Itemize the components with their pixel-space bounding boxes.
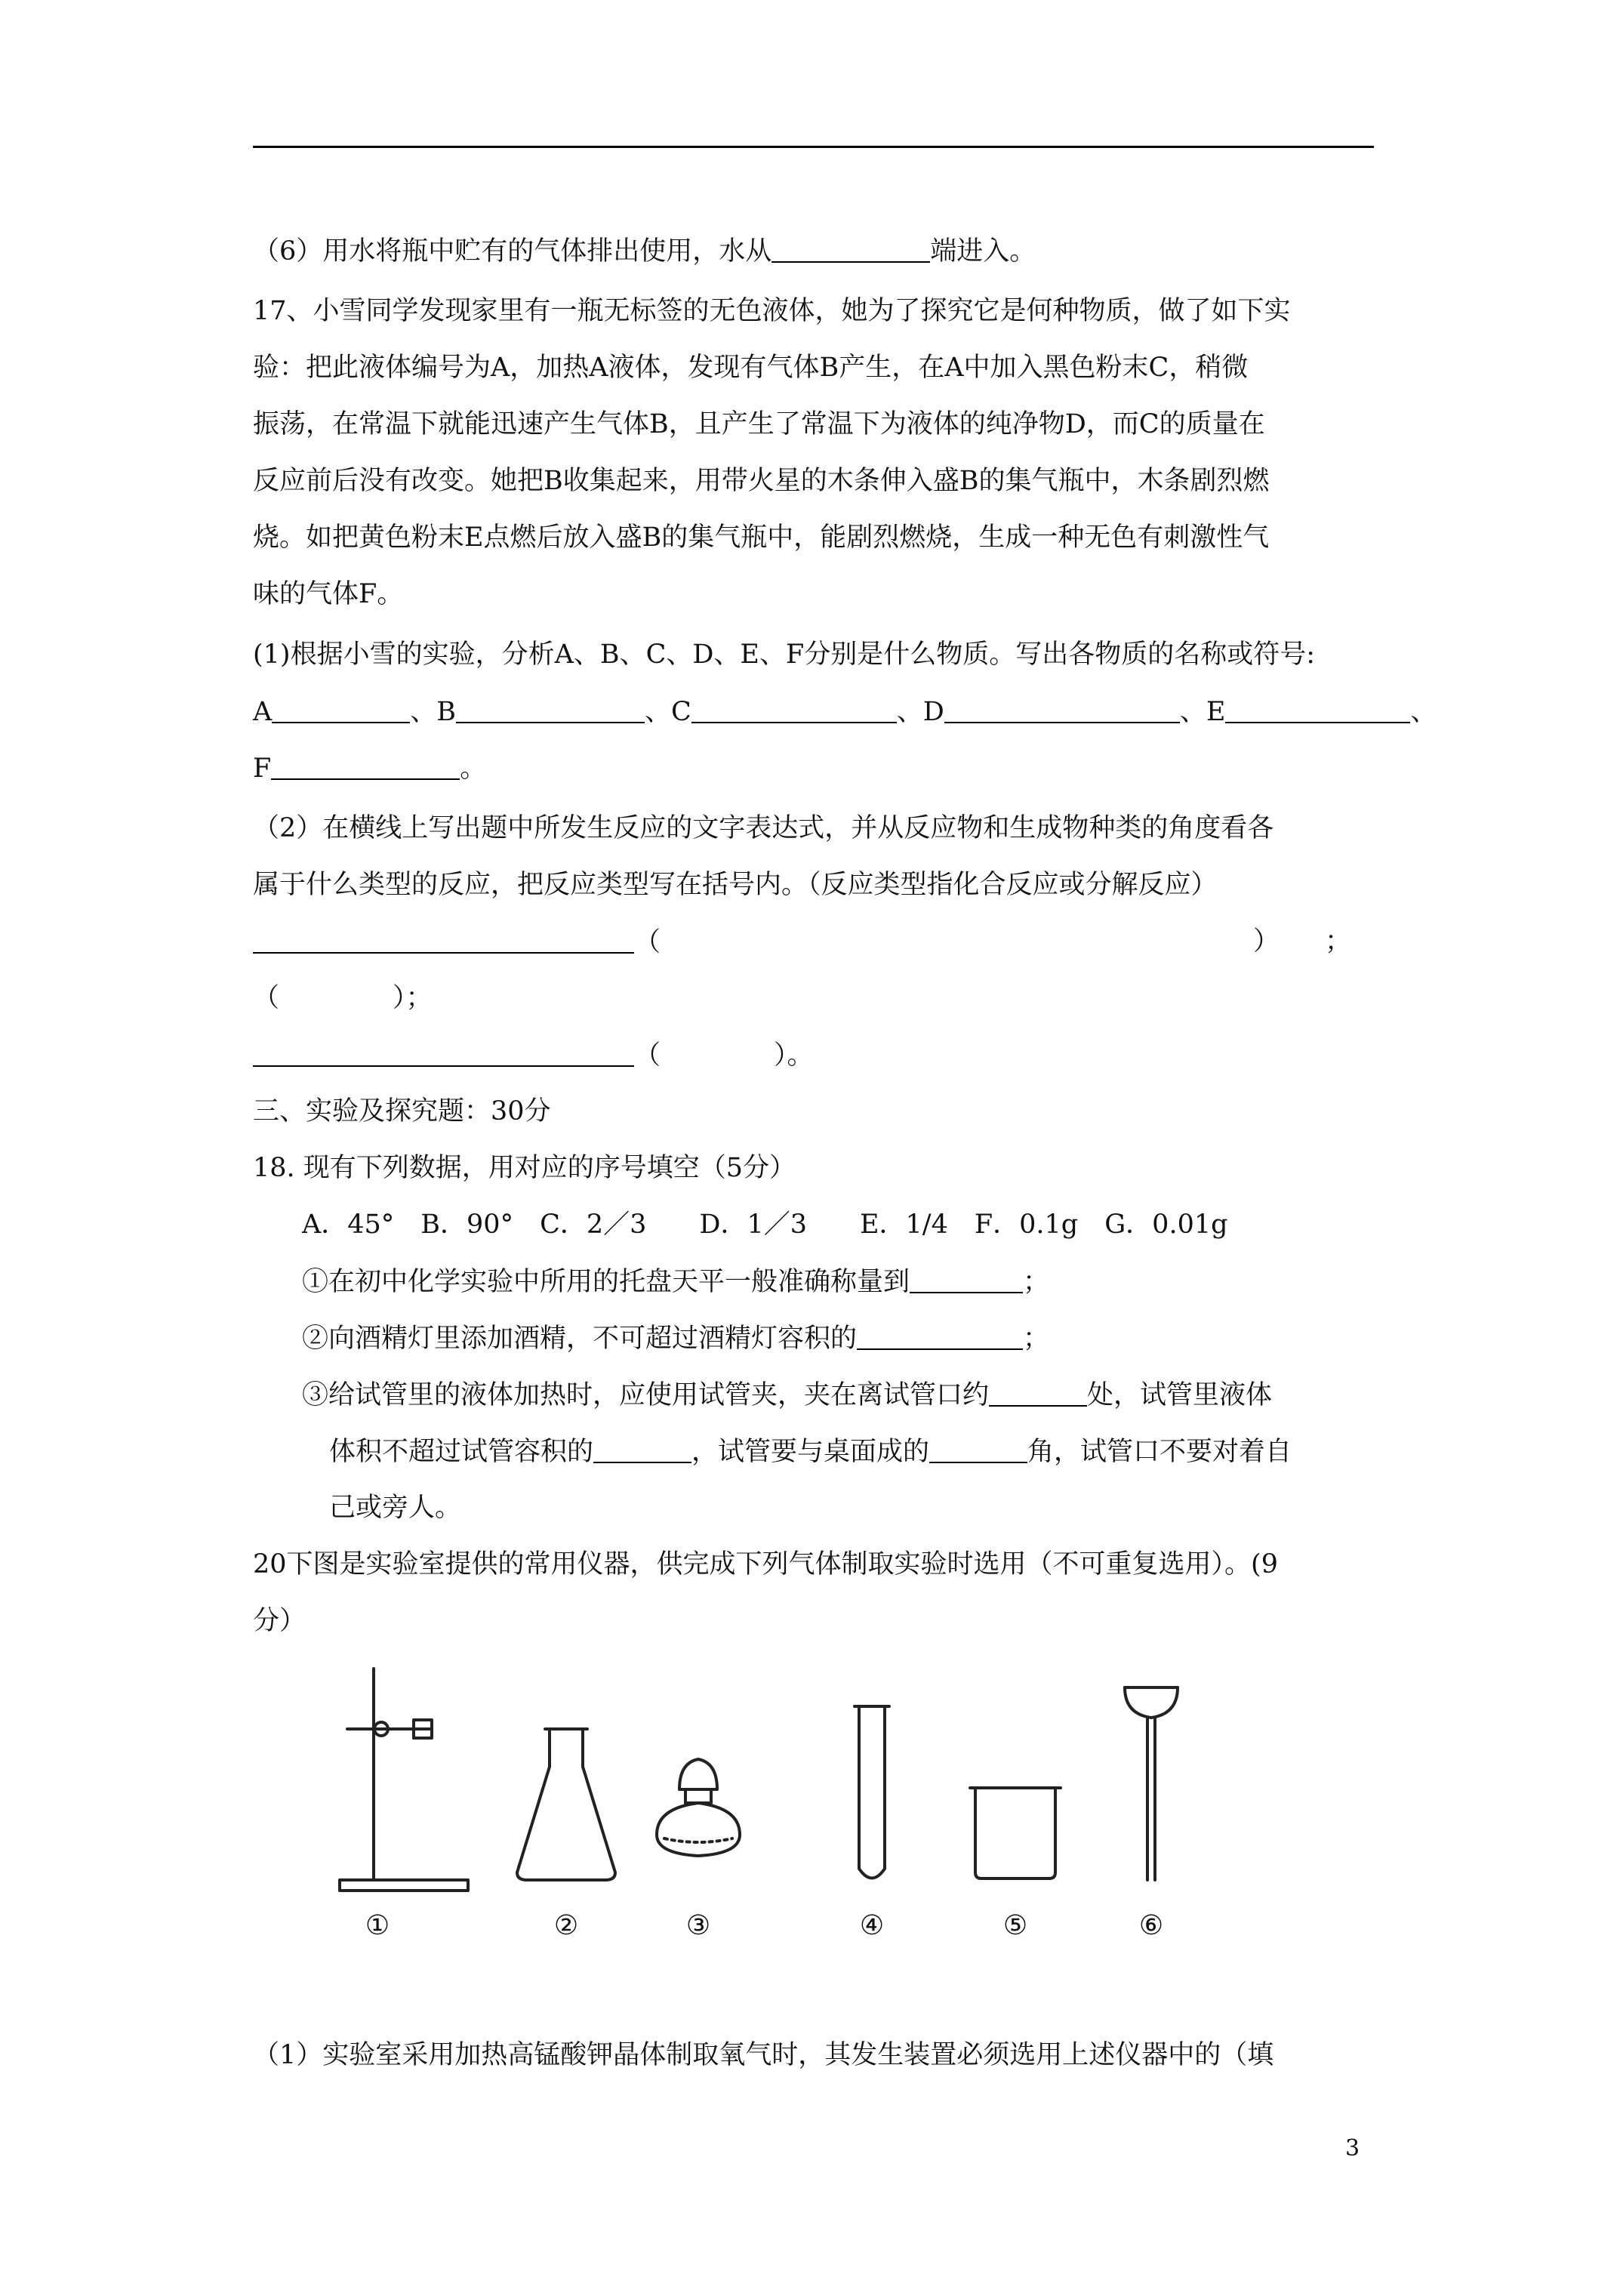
q17-sub1-line: (1)根据小雪的实验，分析A、B、C、D、E、F分别是什么物质。写出各物质的名称或符号: <box>253 639 1316 670</box>
figure-label-1: ① <box>365 1910 390 1941</box>
iron-stand-icon <box>340 1669 468 1891</box>
q20-text-line-1: 20下图是实验室提供的常用仪器，供完成下列气体制取实验时选用（不可重复选用）。(9 <box>253 1549 1278 1579</box>
figure-label-6: ⑥ <box>1138 1910 1164 1941</box>
q18-options: A．45° B．90° C．2／3 D．1／3 E．1/4 F．0.1g G．0.01g <box>302 1210 1228 1240</box>
figure-label-5: ⑤ <box>1002 1910 1028 1941</box>
reaction-line-1-close: ） <box>1253 926 1280 957</box>
q16-part6-line: （6）用水将瓶中贮有的气体排出使用，水从 端进入。 <box>253 234 1036 268</box>
apparatus-figure <box>325 1653 1261 1971</box>
reaction-line-2: （ ）。 <box>253 1038 814 1072</box>
q17-blanks-line: A 、B 、C 、D 、E 、 <box>253 695 1437 729</box>
reaction-blank-2[interactable] <box>253 1038 634 1067</box>
q17-text-line-4: 反应前后没有改变。她把B收集起来，用带火星的木条伸入盛B的集气瓶中，木条剧烈燃 <box>253 466 1270 496</box>
q17-blank-f-line: F 。 <box>253 751 486 785</box>
q17-text-line-5: 烧。如把黄色粉末E点燃后放入盛B的集气瓶中，能剧烈燃烧，生成一种无色有刺激性气 <box>253 522 1270 553</box>
page-number: 3 <box>1345 2135 1360 2162</box>
answer-blank-c[interactable] <box>691 695 897 723</box>
answer-blank-b[interactable] <box>456 695 645 723</box>
figure-label-3: ③ <box>685 1910 711 1941</box>
q17-text-line-6: 味的气体F。 <box>253 579 404 609</box>
q18-item-2: ②向酒精灯里添加酒精，不可超过酒精灯容积的 ； <box>302 1321 1049 1355</box>
answer-blank[interactable] <box>857 1321 1023 1350</box>
q18-item-3-line-2: 体积不超过试管容积的 ，试管要与桌面成的 角，试管口不要对着自 <box>329 1435 1292 1469</box>
answer-blank[interactable] <box>929 1435 1027 1463</box>
test-tube-icon <box>855 1706 889 1878</box>
answer-blank-f[interactable] <box>271 751 460 780</box>
answer-blank[interactable] <box>771 234 930 263</box>
apparatus-drawing <box>325 1653 1261 1971</box>
reaction-type-line-1: （ ）； <box>253 983 433 1013</box>
q20-text-line-2: 分） <box>253 1606 306 1636</box>
answer-blank-d[interactable] <box>944 695 1180 723</box>
reaction-blank-1[interactable] <box>253 925 634 954</box>
q18-item-3-line-3: 己或旁人。 <box>329 1493 462 1523</box>
conical-flask-icon <box>517 1729 615 1880</box>
answer-blank[interactable] <box>593 1435 691 1463</box>
answer-blank[interactable] <box>910 1265 1023 1293</box>
figure-label-2: ② <box>553 1910 579 1941</box>
q17-text-line-1: 17、小雪同学发现家里有一瓶无标签的无色液体，她为了探究它是何种物质，做了如下实 <box>253 296 1291 326</box>
answer-blank[interactable] <box>989 1378 1087 1407</box>
q17-sub2-line-1: （2）在横线上写出题中所发生反应的文字表达式，并从反应物和生成物种类的角度看各 <box>253 813 1274 843</box>
q20-sub1-line: （1）实验室采用加热高锰酸钾晶体制取氧气时，其发生装置必须选用上述仪器中的（填 <box>253 2040 1274 2070</box>
beaker-icon <box>970 1788 1061 1878</box>
q17-sub2-line-2: 属于什么类型的反应，把反应类型写在括号内。（反应类型指化合反应或分解反应） <box>253 870 1218 900</box>
q17-text-line-3: 振荡，在常温下就能迅速产生气体B，且产生了常温下为液体的纯净物D，而C的质量在 <box>253 409 1265 439</box>
q17-text-line-2: 验：把此液体编号为A，加热A液体，发现有气体B产生，在A中加入黑色粉末C，稍微 <box>253 353 1249 383</box>
figure-label-4: ④ <box>859 1910 885 1941</box>
alcohol-lamp-icon <box>657 1759 740 1856</box>
section-3-title: 三、实验及探究题：30分 <box>253 1096 551 1126</box>
reaction-line-1: （ <box>253 925 661 959</box>
answer-blank-a[interactable] <box>272 695 410 723</box>
answer-blank-e[interactable] <box>1225 695 1410 723</box>
reaction-line-1-semicolon: ； <box>1325 926 1352 957</box>
q18-item-3-line-1: ③给试管里的液体加热时，应使用试管夹，夹在离试管口约 处，试管里液体 <box>302 1378 1272 1412</box>
funnel-icon <box>1125 1687 1178 1880</box>
q18-title: 18. 现有下列数据，用对应的序号填空（5分） <box>253 1153 796 1183</box>
header-rule <box>253 146 1374 148</box>
q18-item-1: ①在初中化学实验中所用的托盘天平一般准确称量到 ； <box>302 1265 1049 1299</box>
